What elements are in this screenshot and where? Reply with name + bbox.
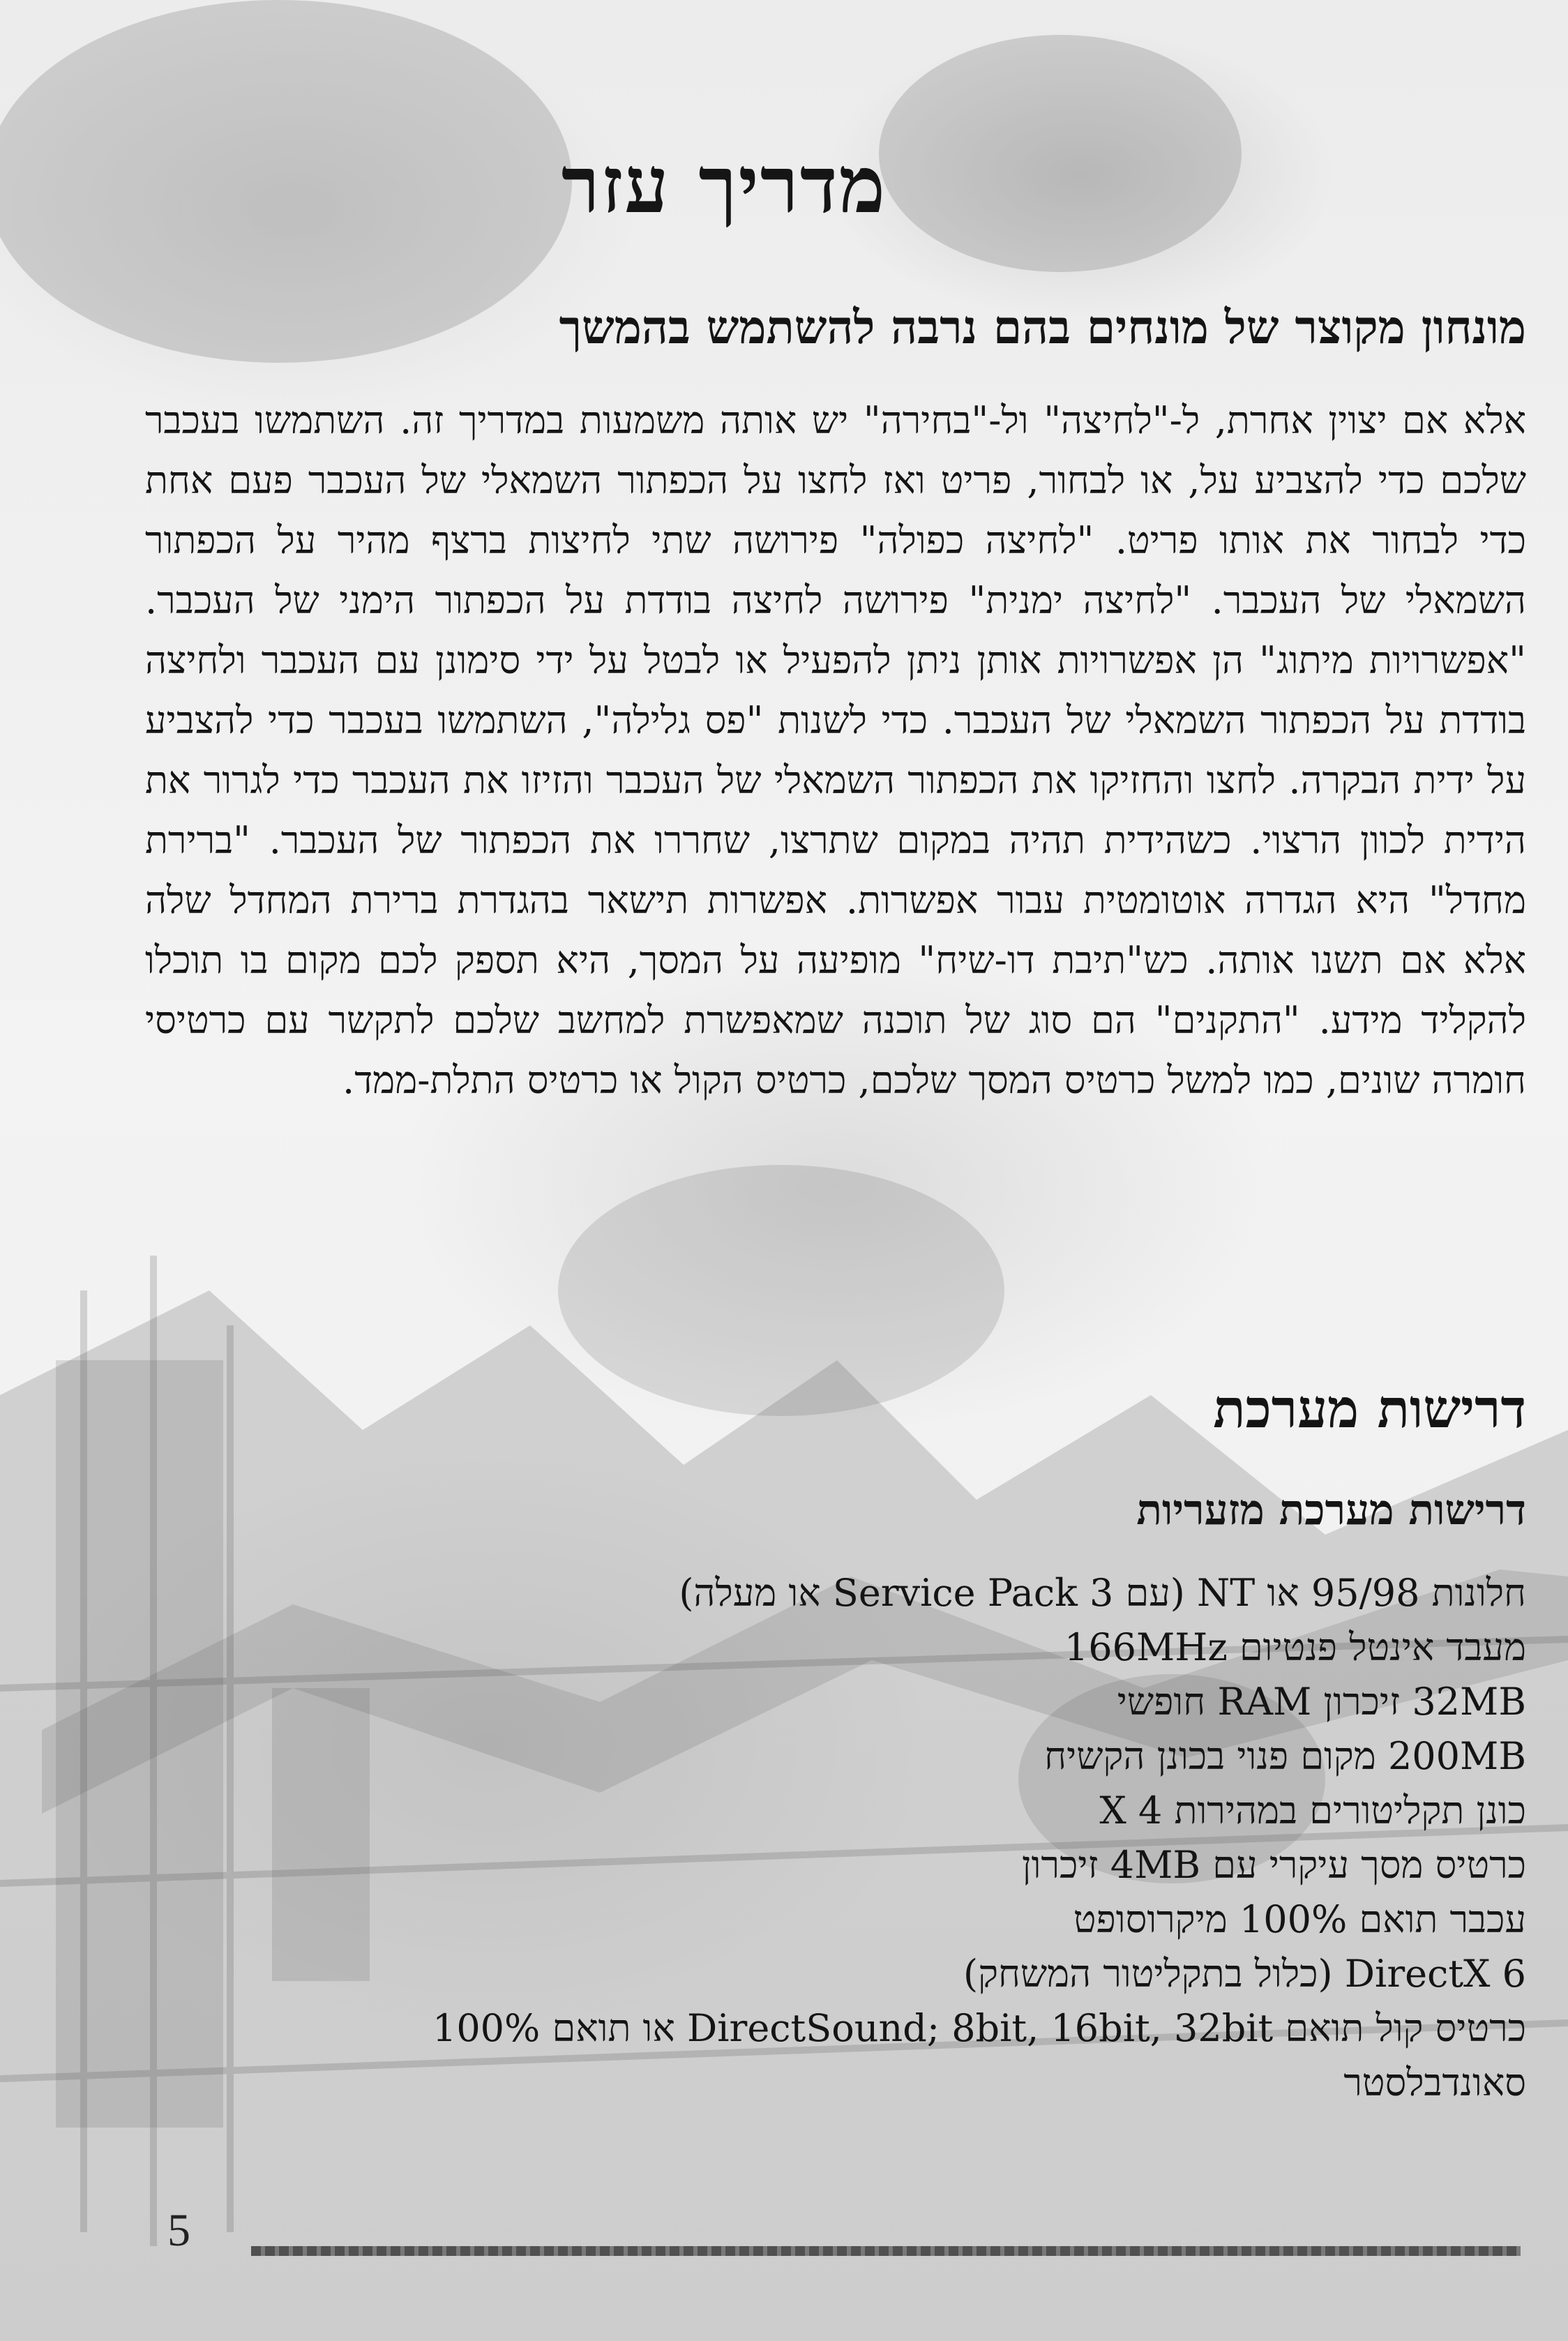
list-item: חלונות 95/98 או NT (עם Service Pack 3 או מעלה) (679, 1571, 1526, 1615)
list-item: כרטיס קול תואם DirectSound; 8bit, 16bit, 32bit או תואם 100% (432, 2006, 1526, 2050)
minimum-requirements-heading: דרישות מערכת מזעריות (1136, 1486, 1526, 1535)
system-requirements-heading: דרישות מערכת (1213, 1378, 1526, 1440)
list-item: 200MB מקום פנוי בכונן הקשיח (1044, 1734, 1526, 1778)
list-item: DirectX 6 (כלול בתקליטור המשחק) (963, 1952, 1526, 1996)
glossary-text: אלא אם יצוין אחרת, ל-"לחיצה" ול-"בחירה" יש אותה משמעות במדריך זה. השתמשו בעכבר שלכם כדי להצביע על, או לבחור, פריט ואז לחצו על הכפתור השמאלי של העכבר פעם אחת כדי לבחור את אותו פריט. "לחיצה כפולה" פירושה שתי לחיצות ברצף מהיר על הכפתור השמאלי של העכבר. "לחיצה ימנית" פירושה לחיצה בודדת על הכפתור הימני של העכבר. "אפשרויות מיתוג" הן אפשרויות אותן ניתן להפעיל או לבטל על ידי סימונן עם העכבר ולחיצה בודדת על הכפתור השמאלי של העכבר. כדי לשנות "פס גלילה", השתמשו בעכבר כדי להצביע על ידית הבקרה. לחצו והחזיקו את הכפתור השמאלי של העכבר והזיזו את העכבר כדי לגרור את הידית לכוון הרצוי. כשהידית תהיה במקום שתרצו, שחררו את הכפתור של העכבר. "ברירת מחדל" היא הגדרה אוטומטית עבור אפשרות. אפשרות תישאר בהגדרת ברירת המחדל שלה אלא אם תשנו אותה. כש"תיבת דו-שיח" מופיעה על המסך, היא תספק לכם מקום בו תוכלו להקליד מידע. "התקנים" הם סוג של תוכנה שמאפשרת למחשב שלכם לתקשר עם כרטיסי חומרה שונים, כמו למשל כרטיס המסך שלכם, כרטיס הקול או כרטיס התלת-ממד. (145, 398, 1526, 1102)
list-item: כונן תקליטורים במהירות 4 X (1099, 1789, 1526, 1832)
glossary-subtitle: מונחון מקוצר של מונחים בהם נרבה להשתמש בהמשך (559, 300, 1526, 354)
list-item: 32MB זיכרון RAM חופשי (1117, 1680, 1526, 1724)
page-title: מדריך עזר (561, 140, 887, 231)
list-item: עכבר תואם 100% מיקרוסופט (1073, 1897, 1526, 1941)
list-item: סאונדבלסטר (1343, 2061, 1526, 2105)
list-item: מעבד אינטל פנטיום 166MHz (1064, 1625, 1526, 1669)
page-number: 5 (167, 2205, 190, 2256)
glossary-paragraph (145, 391, 1526, 1111)
requirements-list (145, 1566, 1526, 2110)
footer-rule (251, 2246, 1521, 2256)
list-item: כרטיס מסך עיקרי עם 4MB זיכרון (1021, 1843, 1526, 1887)
